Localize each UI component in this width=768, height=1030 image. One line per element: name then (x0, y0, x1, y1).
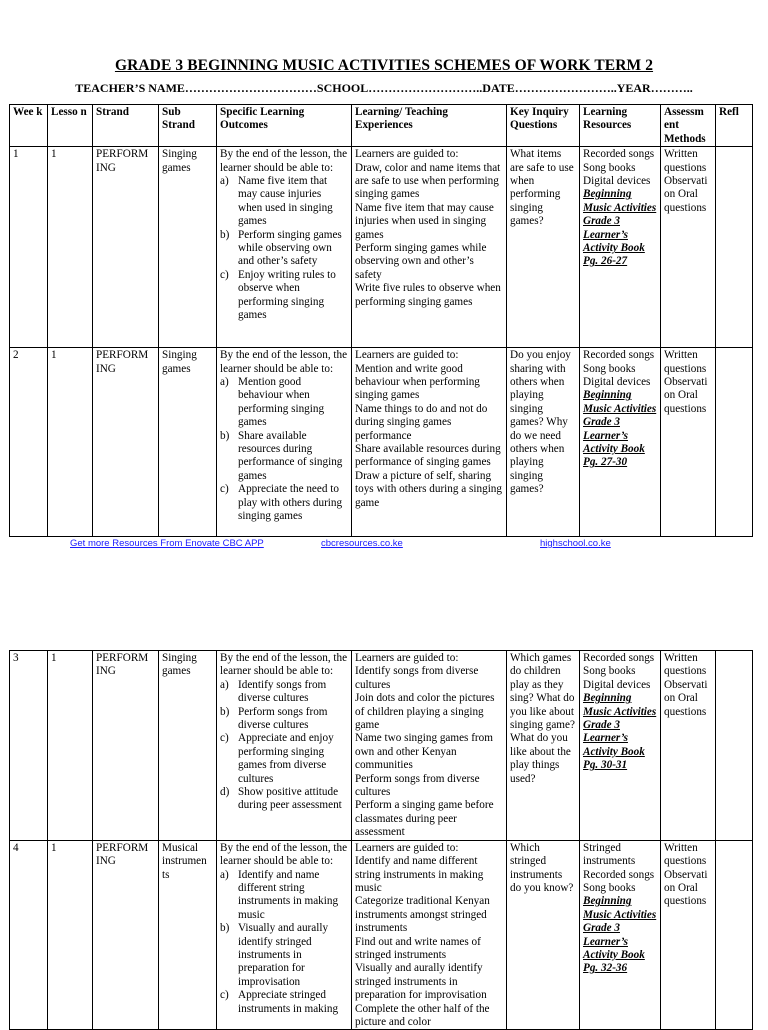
list-item (220, 732, 348, 786)
week-cell (10, 147, 48, 348)
experience-line: Join dots and color the pictures of children playing a singing game (355, 692, 495, 732)
experience-line: Draw, color and name items that are safe to use when performing singing games (355, 161, 501, 201)
week-value: 2 (13, 349, 19, 362)
table-row (10, 840, 753, 1030)
questions-cell (507, 651, 580, 841)
list-marker: a) (220, 678, 229, 691)
document-title: GRADE 3 BEGINNING MUSIC ACTIVITIES SCHEMES OF WORK TERM 2 (114, 57, 654, 74)
outcomes-intro: By the end of the lesson, the learner should be able to: (220, 148, 348, 174)
lesson-cell (48, 348, 93, 537)
header-resources: Learning Resources (580, 105, 661, 147)
week-value: 1 (13, 148, 19, 161)
header-experiences: Learning/ Teaching Experiences (352, 105, 507, 147)
list-item (220, 869, 348, 923)
outcome-text: Appreciate the need to play with others during singing games (238, 483, 343, 523)
resource-item: Recorded songs (583, 652, 655, 664)
outcome-text: Identify and name different string instruments in making music (238, 868, 339, 921)
experience-line: Learners are guided to: (355, 652, 459, 664)
sub-strand-cell (159, 840, 217, 1030)
experience-line: Learners are guided to: (355, 349, 459, 362)
assessment-cell (661, 651, 716, 841)
list-marker: b) (220, 429, 230, 442)
assessment-cell (661, 147, 716, 348)
week-cell (10, 840, 48, 1030)
list-item (220, 706, 348, 733)
experience-line: Write five rules to observe when performing singing games (355, 282, 501, 308)
assessment-cell (661, 348, 716, 537)
experience-line: Learners are guided to: (355, 841, 459, 854)
experience-line: Share available resources during performance of singing games (355, 443, 501, 469)
experience-line: Perform singing games while observing own and other’s safety (355, 242, 487, 281)
list-item (220, 175, 348, 229)
assessment-value: Written questions Observati on Oral questions (664, 652, 708, 718)
week-value: 4 (13, 841, 19, 854)
header-reflection: Refl (716, 105, 753, 147)
week-value: 3 (13, 652, 19, 664)
list-marker: c) (220, 989, 229, 1002)
table-header-row (10, 105, 753, 147)
sub-strand-cell (159, 651, 217, 841)
experience-line: Draw a picture of self, sharing toys with others during a singing game (355, 469, 502, 509)
resource-book-reference: Beginning Music Activities Grade 3 Learner’s Activity Book Pg. 32-36 (583, 895, 657, 975)
sub-strand-value: Singing games (162, 148, 197, 174)
questions-value: What items are safe to use when performing singing games? (510, 148, 574, 228)
reflection-cell (716, 348, 753, 537)
list-marker: d) (220, 786, 230, 799)
assessment-value: Written questions Observati on Oral questions (664, 841, 708, 908)
questions-cell (507, 147, 580, 348)
resource-item: Song books (583, 362, 636, 375)
experience-line: Name two singing games from own and other Kenyan communities (355, 732, 493, 772)
outcome-text: Appreciate and enjoy performing singing games from diverse cultures (238, 732, 334, 785)
resources-cell (580, 840, 661, 1030)
header-sub-strand: Sub Strand (159, 105, 217, 147)
cbcresources-link[interactable]: cbcresources.co.ke (321, 538, 403, 549)
list-marker: a) (220, 868, 229, 881)
lesson-cell (48, 840, 93, 1030)
lesson-value: 1 (51, 652, 57, 664)
list-item (220, 376, 348, 430)
experiences-cell (352, 147, 507, 348)
list-item (220, 989, 348, 1016)
experience-line: Visually and aurally identify stringed instruments in preparation for improvisation (355, 962, 487, 1002)
list-marker: b) (220, 705, 230, 718)
list-item (220, 229, 348, 269)
outcomes-cell (217, 651, 352, 841)
list-marker: a) (220, 376, 229, 389)
experiences-cell (352, 840, 507, 1030)
resource-item: Song books (583, 665, 636, 678)
resources-cell (580, 147, 661, 348)
questions-cell (507, 348, 580, 537)
highschool-link[interactable]: highschool.co.ke (540, 538, 611, 549)
list-item (220, 430, 348, 484)
experience-line: Identify songs from diverse cultures (355, 665, 479, 691)
experiences-cell (352, 651, 507, 841)
outcome-text: Mention good behaviour when performing singing games (238, 376, 325, 429)
lesson-value: 1 (51, 148, 57, 161)
table-row (10, 348, 753, 537)
list-marker: c) (220, 732, 229, 745)
strand-value: PERFORM ING (96, 841, 149, 868)
assessment-value: Written questions Observati on Oral questions (664, 148, 708, 214)
list-marker: b) (220, 228, 230, 241)
outcome-text: Visually and aurally identify stringed instruments in preparation for improvisation (238, 922, 329, 988)
resource-item: Digital devices (583, 175, 651, 188)
list-marker: c) (220, 268, 229, 281)
experience-line: Mention and write good behaviour when performing singing games (355, 362, 480, 402)
header-outcomes: Specific Learning Outcomes (217, 105, 352, 147)
outcome-text: Appreciate stringed instruments in making (238, 989, 339, 1015)
strand-value: PERFORM ING (96, 148, 149, 174)
header-strand: Strand (93, 105, 159, 147)
resource-book-reference: Beginning Music Activities Grade 3 Learner’s Activity Book Pg. 27-30 (583, 389, 657, 469)
list-marker: a) (220, 175, 229, 188)
experience-line: Perform songs from diverse cultures (355, 772, 480, 799)
sub-strand-cell (159, 147, 217, 348)
resource-item: Digital devices (583, 678, 651, 691)
header-lesson: Lesso n (48, 105, 93, 147)
assessment-cell (661, 840, 716, 1030)
outcome-text: Share available resources during performance of singing games (238, 429, 343, 482)
experience-line: Perform a singing game before classmates during peer assessment (355, 799, 494, 839)
strand-cell (93, 147, 159, 348)
experience-line: Identify and name different string instruments in making music (355, 855, 484, 894)
outcomes-list (220, 679, 348, 813)
assessment-value: Written questions Observati on Oral questions (664, 349, 708, 415)
resource-book-reference: Beginning Music Activities Grade 3 Learner’s Activity Book Pg. 26-27 (583, 188, 657, 268)
experience-line: Learners are guided to: (355, 148, 459, 161)
list-item (220, 483, 348, 523)
reflection-cell (716, 840, 753, 1030)
outcome-text: Identify songs from diverse cultures (238, 678, 327, 705)
lesson-value: 1 (51, 349, 57, 362)
outcomes-cell (217, 147, 352, 348)
questions-cell (507, 840, 580, 1030)
experience-line: Find out and write names of stringed instruments (355, 935, 481, 961)
strand-value: PERFORM ING (96, 349, 149, 375)
resource-item: Stringed instruments (583, 841, 636, 868)
experience-line: Categorize traditional Kenyan instruments amongst stringed instruments (355, 895, 490, 935)
experience-line: Complete the other half of the picture and color (355, 1002, 490, 1028)
resource-item: Recorded songs (583, 148, 655, 161)
strand-cell (93, 651, 159, 841)
strand-value: PERFORM ING (96, 652, 149, 678)
outcomes-list (220, 175, 348, 322)
outcome-text: Enjoy writing rules to observe when performing singing games (238, 268, 336, 322)
week-cell (10, 651, 48, 841)
experiences-cell (352, 348, 507, 537)
questions-value: Do you enjoy sharing with others when playing singing games? Why do we need others when playing singing games? (510, 349, 571, 496)
header-questions: Key Inquiry Questions (507, 105, 580, 147)
resources-cell (580, 651, 661, 841)
outcomes-list (220, 376, 348, 523)
outcomes-cell (217, 840, 352, 1030)
header-week: Wee k (10, 105, 48, 147)
scheme-table-page1 (9, 104, 753, 537)
sub-strand-value: Singing games (162, 349, 197, 375)
teacher-details-line: TEACHER’S NAME……………………………SCHOOL………………………..DATE……………………..YEAR……….. (75, 81, 693, 95)
reflection-cell (716, 651, 753, 841)
resource-book-reference: Beginning Music Activities Grade 3 Learner’s Activity Book Pg. 30-31 (583, 692, 657, 772)
experience-line: Name things to do and not do during singing games performance (355, 402, 488, 442)
sub-strand-cell (159, 348, 217, 537)
list-item (220, 679, 348, 706)
resource-item: Recorded songs (583, 868, 655, 881)
resource-item: Song books (583, 881, 636, 894)
list-item (220, 922, 348, 989)
outcome-text: Show positive attitude during peer assessment (238, 786, 342, 812)
resource-item: Digital devices (583, 376, 651, 389)
outcomes-intro: By the end of the lesson, the learner should be able to: (220, 349, 348, 375)
outcomes-intro: By the end of the lesson, the learner should be able to: (220, 841, 348, 868)
outcomes-intro: By the end of the lesson, the learner should be able to: (220, 652, 348, 678)
outcome-text: Perform songs from diverse cultures (238, 705, 328, 732)
table-row (10, 651, 753, 841)
outcome-text: Name five item that may cause injuries when used in singing games (238, 175, 333, 228)
sub-strand-value: Musical instrumen ts (162, 841, 207, 881)
reflection-cell (716, 147, 753, 348)
strand-cell (93, 348, 159, 537)
resource-item: Recorded songs (583, 349, 655, 362)
experience-line: Name five item that may cause injuries when used in singing games (355, 201, 494, 241)
list-marker: c) (220, 483, 229, 496)
lesson-cell (48, 147, 93, 348)
enovate-app-link[interactable]: Get more Resources From Enovate CBC APP (70, 538, 264, 549)
list-item (220, 786, 348, 813)
list-marker: b) (220, 922, 230, 935)
resource-item: Song books (583, 161, 636, 174)
header-assessment: Assessm ent Methods (661, 105, 716, 147)
sub-strand-value: Singing games (162, 652, 197, 678)
questions-value: Which stringed instruments do you know? (510, 841, 574, 894)
questions-value: Which games do children play as they sing? What do you like about singing game? What do you like about the play things used? (510, 652, 575, 785)
list-item (220, 269, 348, 323)
strand-cell (93, 840, 159, 1030)
lesson-cell (48, 651, 93, 841)
resources-cell (580, 348, 661, 537)
outcomes-list (220, 869, 348, 1016)
scheme-table-page2 (9, 650, 753, 1030)
week-cell (10, 348, 48, 537)
outcomes-cell (217, 348, 352, 537)
table-row (10, 147, 753, 348)
outcome-text: Perform singing games while observing own and other’s safety (238, 228, 342, 268)
lesson-value: 1 (51, 841, 57, 854)
